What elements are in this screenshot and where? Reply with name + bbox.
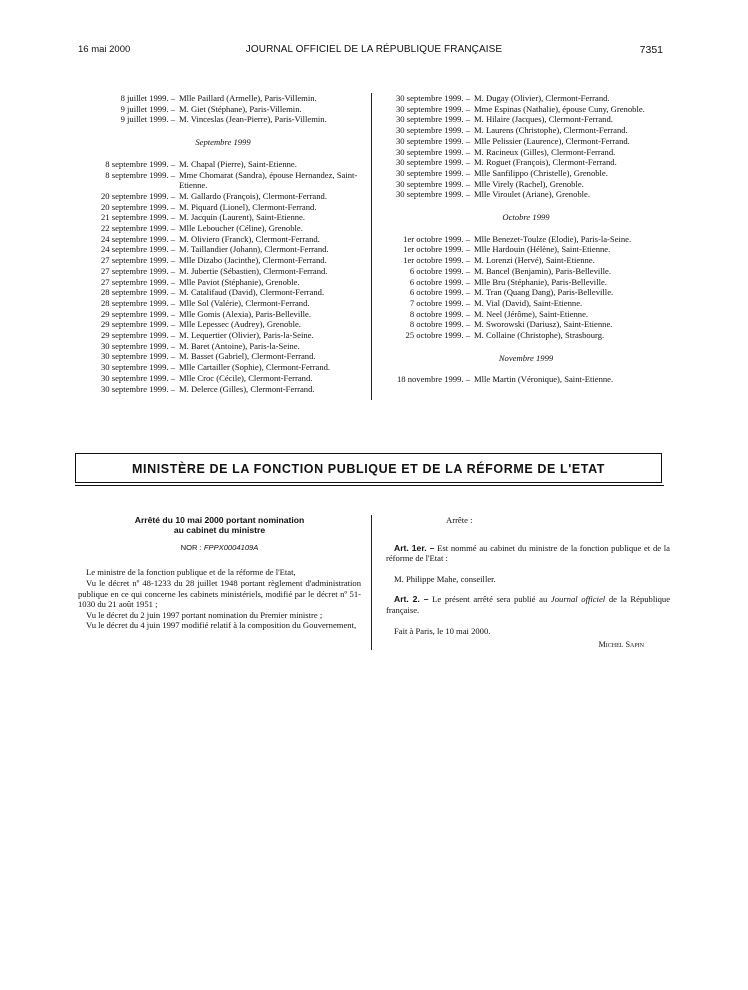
appointment-name: Mlle Martin (Véronique), Saint-Etienne.: [474, 374, 614, 385]
appointment-date: 8 juillet 1999. –: [120, 93, 175, 103]
appointment-name: M. Lorenzi (Hervé), Saint-Etienne.: [474, 255, 595, 266]
month-heading-september: Septembre 1999: [195, 137, 251, 148]
appointment-name: M. Jacquin (Laurent), Saint-Etienne.: [179, 212, 306, 223]
appointment-date: 8 octobre 1999. –: [409, 308, 470, 319]
appointment-name: M. Lequertier (Olivier), Paris-la-Seine.: [179, 330, 314, 341]
nor-reference: [78, 543, 361, 554]
left-column: [78, 93, 368, 394]
arrete-word: Arrête :: [446, 515, 473, 525]
appointment-row: [378, 255, 674, 266]
appointment-date: 6 octobre 1999. –: [409, 265, 470, 276]
appointment-name: Mlle Sol (Valérie), Clermont-Ferrand.: [179, 297, 310, 308]
appointment-date: 22 septembre 1999. –: [101, 223, 175, 234]
appointment-name: M. Sworowski (Dariusz), Saint-Etienne.: [474, 319, 613, 330]
banner-shadow-rule: [75, 485, 664, 486]
nominee: M. Philippe Mahe, conseiller.: [394, 573, 496, 584]
page-number: 7351: [639, 44, 663, 56]
appointment-date: 20 septembre 1999. –: [101, 201, 175, 212]
appointment-name: Mlle Cartailler (Sophie), Clermont-Ferrand.: [179, 362, 331, 373]
appointment-date: 1er octobre 1999. –: [403, 233, 470, 244]
appointment-date: 6 octobre 1999. –: [409, 276, 470, 287]
appointment-date: 30 septembre 1999. –: [396, 178, 470, 189]
arrete-title-line2: au cabinet du ministre: [173, 525, 266, 536]
month-heading-november: Novembre 1999: [498, 352, 554, 363]
appointment-date: 30 septembre 1999. –: [396, 125, 470, 136]
appointment-date: 30 septembre 1999. –: [396, 189, 470, 200]
appointment-row: [378, 114, 674, 125]
appointment-name: M. Chapal (Pierre), Saint-Etienne.: [179, 158, 297, 169]
appointment-date: 29 septembre 1999. –: [101, 330, 175, 341]
signature: Michel Sapin: [598, 640, 644, 650]
arrete-left-column: [78, 515, 361, 631]
appointment-date: 8 septembre 1999. –: [105, 158, 175, 169]
september-list: [78, 159, 368, 394]
appointment-row: [78, 114, 368, 125]
article-2: [386, 594, 670, 615]
appointment-date: 28 septembre 1999. –: [101, 287, 175, 298]
appointment-date: 28 septembre 1999. –: [101, 297, 175, 308]
appointment-date: 20 septembre 1999. –: [101, 190, 175, 201]
september-continued-list: [378, 93, 674, 200]
appointment-name: M. Racineux (Gilles), Clermont-Ferrand.: [474, 146, 616, 157]
appointment-name: M. Catalifaud (David), Clermont-Ferrand.: [179, 287, 325, 298]
right-column: [378, 93, 674, 385]
arrete-title: [78, 515, 361, 536]
appointment-name: M. Tran (Quang Dang), Paris-Belleville.: [474, 287, 614, 298]
july-list: [78, 93, 368, 125]
appointment-row: [78, 341, 368, 352]
appointment-row: [378, 179, 674, 190]
appointment-name: M. Vial (David), Saint-Etienne.: [474, 297, 583, 308]
appointment-name: M. Gallardo (François), Clermont-Ferrand.: [179, 190, 327, 201]
appointment-date: 30 septembre 1999. –: [396, 135, 470, 146]
appointment-name: M. Basset (Gabriel), Clermont-Ferrand.: [179, 351, 316, 362]
appointment-name: M. Taillandier (Johann), Clermont-Ferrand.: [179, 244, 329, 255]
arrete-title-line1: Arrêté du 10 mai 2000 portant nomination: [134, 515, 305, 525]
appointment-row: [78, 170, 368, 191]
appointment-name: M. Neel (Jérôme), Saint-Etienne.: [474, 308, 589, 319]
article-2-journal: Journal officiel: [550, 594, 606, 605]
appointment-date: 27 septembre 1999. –: [101, 255, 175, 266]
appointment-date: 30 septembre 1999. –: [101, 383, 175, 394]
appointment-row: [378, 298, 674, 309]
appointment-date: 8 octobre 1999. –: [409, 319, 470, 330]
appointment-row: [378, 319, 674, 330]
appointment-name: Mlle Dizabo (Jacinthe), Clermont-Ferrand.: [179, 255, 327, 266]
appointment-name: M. Laurens (Christophe), Clermont-Ferrand.: [474, 125, 628, 136]
appointment-date: 1er octobre 1999. –: [403, 255, 470, 266]
november-list: [378, 374, 674, 385]
appointment-date: 9 juillet 1999. –: [120, 103, 175, 114]
visa-decree-june-4: Vu le décret du 4 juin 1997 modifié relatif à la composition du Gouvernement,: [86, 620, 357, 631]
appointment-date: 30 septembre 1999. –: [396, 157, 470, 168]
appointment-row: [78, 298, 368, 309]
nor-code: FPPX0004109A: [203, 542, 259, 552]
appointment-row: [78, 212, 368, 223]
appointment-date: 30 septembre 1999. –: [396, 114, 470, 125]
appointment-name: Mlle Croc (Cécile), Clermont-Ferrand.: [179, 372, 313, 383]
month-heading-october: Octobre 1999: [502, 212, 550, 223]
appointment-row: [78, 362, 368, 373]
appointment-row: [78, 266, 368, 277]
appointment-row: [378, 93, 674, 104]
appointment-date: 29 septembre 1999. –: [101, 308, 175, 319]
appointment-name: M. Bancel (Benjamin), Paris-Belleville.: [474, 265, 611, 276]
appointment-date: 30 septembre 1999. –: [101, 340, 175, 351]
appointment-row: [78, 330, 368, 341]
appointment-name: M. Roguet (François), Clermont-Ferrand.: [474, 157, 617, 168]
appointment-name: Mlle Virely (Rachel), Grenoble.: [474, 178, 584, 189]
appointment-row: [78, 319, 368, 330]
visa-decree-june-2: Vu le décret du 2 juin 1997 portant nomination du Premier ministre ;: [86, 609, 323, 620]
appointment-date: 9 juillet 1999. –: [120, 114, 175, 125]
appointment-date: 24 septembre 1999. –: [101, 244, 175, 255]
appointment-row: [78, 191, 368, 202]
journal-title: JOURNAL OFFICIEL DE LA RÉPUBLIQUE FRANÇAISE: [245, 44, 503, 55]
appointment-row: [378, 374, 674, 385]
appointment-row: [78, 351, 368, 362]
arrete-right-column: [386, 515, 670, 651]
column-divider: [371, 93, 372, 400]
appointment-date: 25 octobre 1999. –: [405, 330, 470, 341]
appointment-date: 21 septembre 1999. –: [101, 212, 175, 223]
appointment-name: M. Jubertie (Sébastien), Clermont-Ferrand.: [179, 265, 328, 276]
article-1-label: Art. 1er. –: [394, 542, 435, 553]
appointment-row: [78, 244, 368, 255]
article-2-text-a: Le présent arrêté sera publié au: [432, 594, 548, 605]
appointment-name: Mlle Viroulet (Ariane), Grenoble.: [474, 189, 591, 200]
appointment-name: M. Vinceslas (Jean-Pierre), Paris-Villemin.: [179, 114, 327, 125]
appointment-name: M. Piquard (Lionel), Clermont-Ferrand.: [179, 201, 317, 212]
appointment-row: [378, 189, 674, 200]
article-2-label: Art. 2. –: [394, 594, 429, 605]
appointment-date: 1er octobre 1999. –: [403, 244, 470, 255]
appointment-name: M. Dugay (Olivier), Clermont-Ferrand.: [474, 93, 610, 103]
appointment-name: Mlle Bru (Stéphanie), Paris-Belleville.: [474, 276, 607, 287]
october-list: [378, 234, 674, 341]
appointment-row: [378, 287, 674, 298]
done-at: Fait à Paris, le 10 mai 2000.: [394, 625, 491, 636]
ministry-banner: MINISTÈRE DE LA FONCTION PUBLIQUE ET DE LA RÉFORME DE L'ETAT: [75, 453, 662, 483]
appointment-name: Mlle Hardouin (Hélène), Saint-Etienne.: [474, 244, 611, 255]
article-1: [386, 543, 670, 564]
appointment-name: Mme Chomarat (Sandra), épouse Hernandez, Saint-Etienne.: [179, 169, 358, 191]
appointment-name: M. Baret (Antoine), Paris-la-Seine.: [179, 340, 300, 351]
appointment-date: 30 septembre 1999. –: [396, 167, 470, 178]
appointment-row: [378, 157, 674, 168]
appointment-row: [78, 277, 368, 288]
appointment-row: [378, 168, 674, 179]
appointment-name: M. Hilaire (Jacques), Clermont-Ferrand.: [474, 114, 613, 125]
appointment-row: [78, 255, 368, 266]
appointment-row: [378, 309, 674, 320]
appointment-date: 7 octobre 1999. –: [409, 297, 470, 308]
appointment-name: M. Collaine (Christophe), Strasbourg.: [474, 330, 605, 341]
appointment-row: [378, 147, 674, 158]
appointment-date: 30 septembre 1999. –: [396, 103, 470, 114]
arrete-column-divider: [371, 515, 372, 650]
appointment-row: [378, 136, 674, 147]
appointment-name: Mlle Paillard (Armelle), Paris-Villemin.: [179, 93, 317, 103]
appointment-date: 27 septembre 1999. –: [101, 276, 175, 287]
appointment-row: [378, 104, 674, 115]
visa-decree-1948: Vu le décret nº 48-1233 du 28 juillet 1948 portant règlement d'administration publique en ce qui concerne les cabinets ministériels, modifié par le décret nº 51-1030 du 21 août 1951 ;: [78, 578, 361, 610]
appointment-name: Mlle Gomis (Alexia), Paris-Belleville.: [179, 308, 311, 319]
appointment-row: [378, 244, 674, 255]
appointment-row: [78, 202, 368, 213]
appointment-row: [378, 125, 674, 136]
appointment-name: Mlle Lepessec (Audrey), Grenoble.: [179, 319, 301, 330]
appointment-row: [78, 234, 368, 245]
appointment-date: 30 septembre 1999. –: [396, 146, 470, 157]
appointment-row: [78, 309, 368, 320]
appointment-row: [378, 330, 674, 341]
header-date: 16 mai 2000: [78, 44, 131, 55]
appointment-name: Mlle Paviot (Stéphanie), Grenoble.: [179, 276, 300, 287]
appointment-date: 8 septembre 1999. –: [105, 169, 175, 180]
article-1-text: Est nommé au cabinet du ministre de la fonction publique et de la réforme de l'Etat :: [386, 542, 670, 564]
appointment-row: [78, 287, 368, 298]
appointment-row: [78, 223, 368, 234]
appointment-date: 30 septembre 1999. –: [101, 362, 175, 373]
appointment-date: 18 novembre 1999. –: [396, 374, 470, 385]
appointment-name: M. Oliviero (Franck), Clermont-Ferrand.: [179, 233, 320, 244]
nor-label: NOR :: [180, 542, 202, 552]
appointment-date: 30 septembre 1999. –: [396, 93, 470, 103]
appointment-name: Mlle Sanfilippo (Christelle), Grenoble.: [474, 167, 608, 178]
appointment-row: [378, 266, 674, 277]
appointment-date: 27 septembre 1999. –: [101, 265, 175, 276]
appointment-name: M. Giet (Stéphane), Paris-Villemin.: [179, 103, 302, 114]
appointment-row: [78, 104, 368, 115]
appointment-row: [78, 373, 368, 384]
appointment-name: Mlle Leboucher (Céline), Grenoble.: [179, 223, 303, 234]
appointment-row: [78, 93, 368, 104]
appointment-row: [378, 277, 674, 288]
appointment-row: [378, 234, 674, 245]
appointment-date: 6 octobre 1999. –: [409, 287, 470, 298]
appointment-date: 30 septembre 1999. –: [101, 372, 175, 383]
appointment-name: M. Delerce (Gilles), Clermont-Ferrand.: [179, 383, 315, 394]
visas: [78, 567, 361, 631]
appointment-date: 29 septembre 1999. –: [101, 319, 175, 330]
appointment-row: [78, 159, 368, 170]
appointment-row: [78, 384, 368, 395]
visa-minister: Le ministre de la fonction publique et de la réforme de l'Etat,: [86, 567, 296, 578]
appointment-date: 24 septembre 1999. –: [101, 233, 175, 244]
appointment-date: 30 septembre 1999. –: [101, 351, 175, 362]
appointment-name: Mlle Pelissier (Laurence), Clermont-Ferrand.: [474, 135, 630, 146]
appointment-name: Mlle Benezet-Toulze (Elodie), Paris-la-Seine.: [474, 233, 632, 244]
article-2-text-b: de la République française.: [386, 594, 671, 615]
appointment-name: Mme Espinas (Nathalie), épouse Cuny, Grenoble.: [474, 103, 645, 114]
